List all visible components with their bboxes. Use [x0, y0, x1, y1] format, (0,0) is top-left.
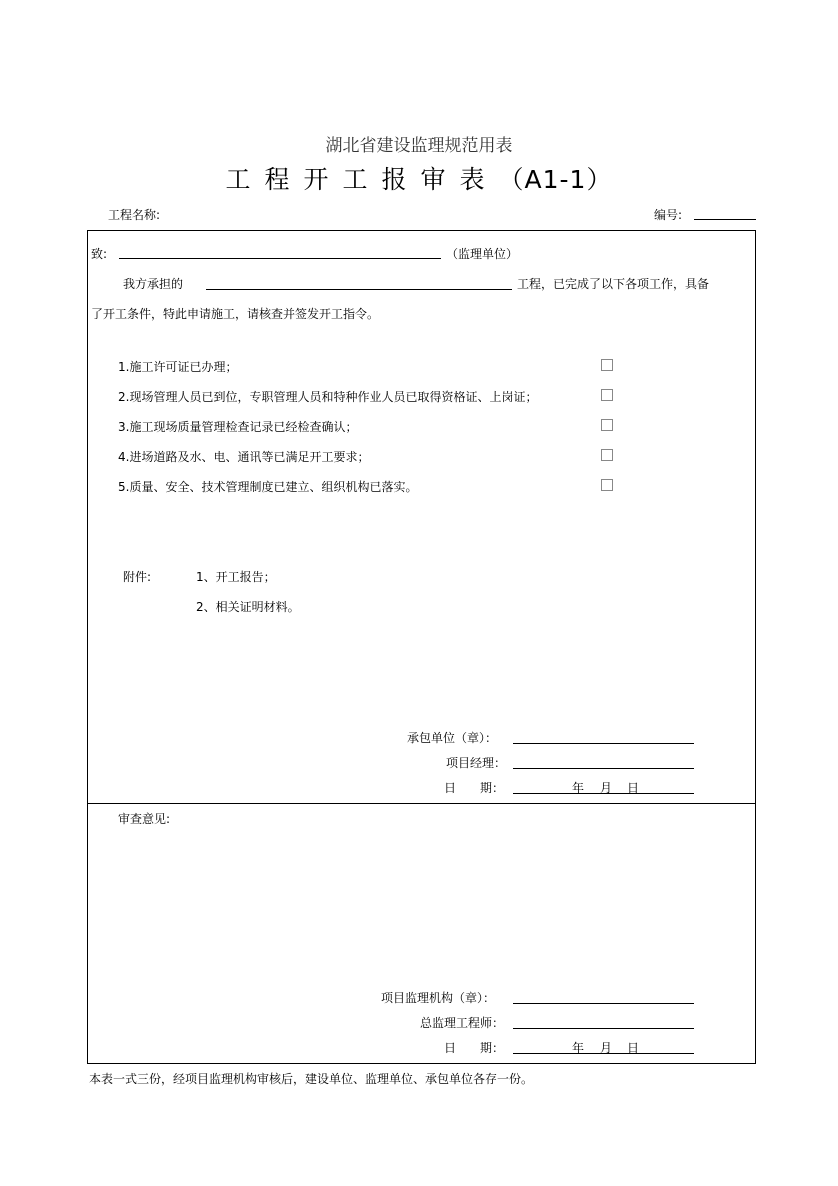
pm-label: 项目经理： — [446, 756, 507, 770]
form-code: （A1-1） — [498, 165, 613, 194]
pm-field[interactable] — [513, 768, 694, 769]
intro-line2: 了开工条件，特此申请施工，请核查并签发开工指令。 — [91, 307, 380, 321]
checklist-item: 3.施工现场质量管理检查记录已经检查确认； — [118, 420, 358, 434]
to-label: 致: — [91, 247, 108, 261]
checklist-item: 1.施工许可证已办理； — [118, 360, 238, 374]
number-field-line[interactable] — [694, 219, 756, 220]
checkbox[interactable] — [601, 449, 613, 461]
chief-engineer-label: 总监理工程师： — [420, 1016, 505, 1030]
intro-suffix: 工程，已完成了以下各项工作，具备 — [517, 277, 710, 291]
date-year: 年 — [572, 781, 585, 795]
contractor-field[interactable] — [513, 743, 694, 744]
attachment-item: 2、相关证明材料。 — [196, 600, 300, 614]
review-date-day: 日 — [627, 1041, 640, 1055]
attachment-item: 1、开工报告； — [196, 570, 276, 584]
section-divider — [87, 803, 756, 804]
to-suffix: （监理单位） — [446, 247, 519, 261]
review-date-year: 年 — [572, 1041, 585, 1055]
contractor-label: 承包单位（章）： — [407, 731, 498, 745]
review-date-label: 日 期： — [444, 1041, 505, 1055]
checkbox[interactable] — [601, 479, 613, 491]
checklist-item: 2.现场管理人员已到位，专职管理人员和特种作业人员已取得资格证、上岗证； — [118, 390, 538, 404]
chief-engineer-field[interactable] — [513, 1028, 694, 1029]
form-title-text: 工程开工报审表 — [225, 165, 499, 194]
form-frame — [87, 230, 756, 1064]
checkbox[interactable] — [601, 359, 613, 371]
checkbox[interactable] — [601, 419, 613, 431]
form-subtitle: 湖北省建设监理规范用表 — [325, 136, 513, 156]
supervision-unit-field[interactable] — [119, 258, 441, 259]
project-field[interactable] — [206, 289, 512, 290]
review-date-month: 月 — [600, 1041, 613, 1055]
date-label: 日 期： — [444, 781, 505, 795]
checklist-item: 4.进场道路及水、电、通讯等已满足开工要求； — [118, 450, 370, 464]
footer-note: 本表一式三份，经项目监理机构审核后，建设单位、监理单位、承包单位各存一份。 — [89, 1072, 534, 1086]
supervision-org-field[interactable] — [513, 1003, 694, 1004]
intro-prefix: 我方承担的 — [123, 277, 184, 291]
supervision-org-label: 项目监理机构（章）： — [381, 991, 496, 1005]
project-name-label: 工程名称: — [108, 208, 161, 222]
checkbox[interactable] — [601, 389, 613, 401]
review-opinion-label: 审查意见: — [118, 812, 171, 826]
date-month: 月 — [600, 781, 613, 795]
date-day: 日 — [627, 781, 640, 795]
attachment-label: 附件: — [123, 570, 152, 584]
checklist-item: 5.质量、安全、技术管理制度已建立、组织机构已落实。 — [118, 480, 418, 494]
form-title — [0, 160, 838, 196]
number-label: 编号: — [654, 208, 683, 222]
